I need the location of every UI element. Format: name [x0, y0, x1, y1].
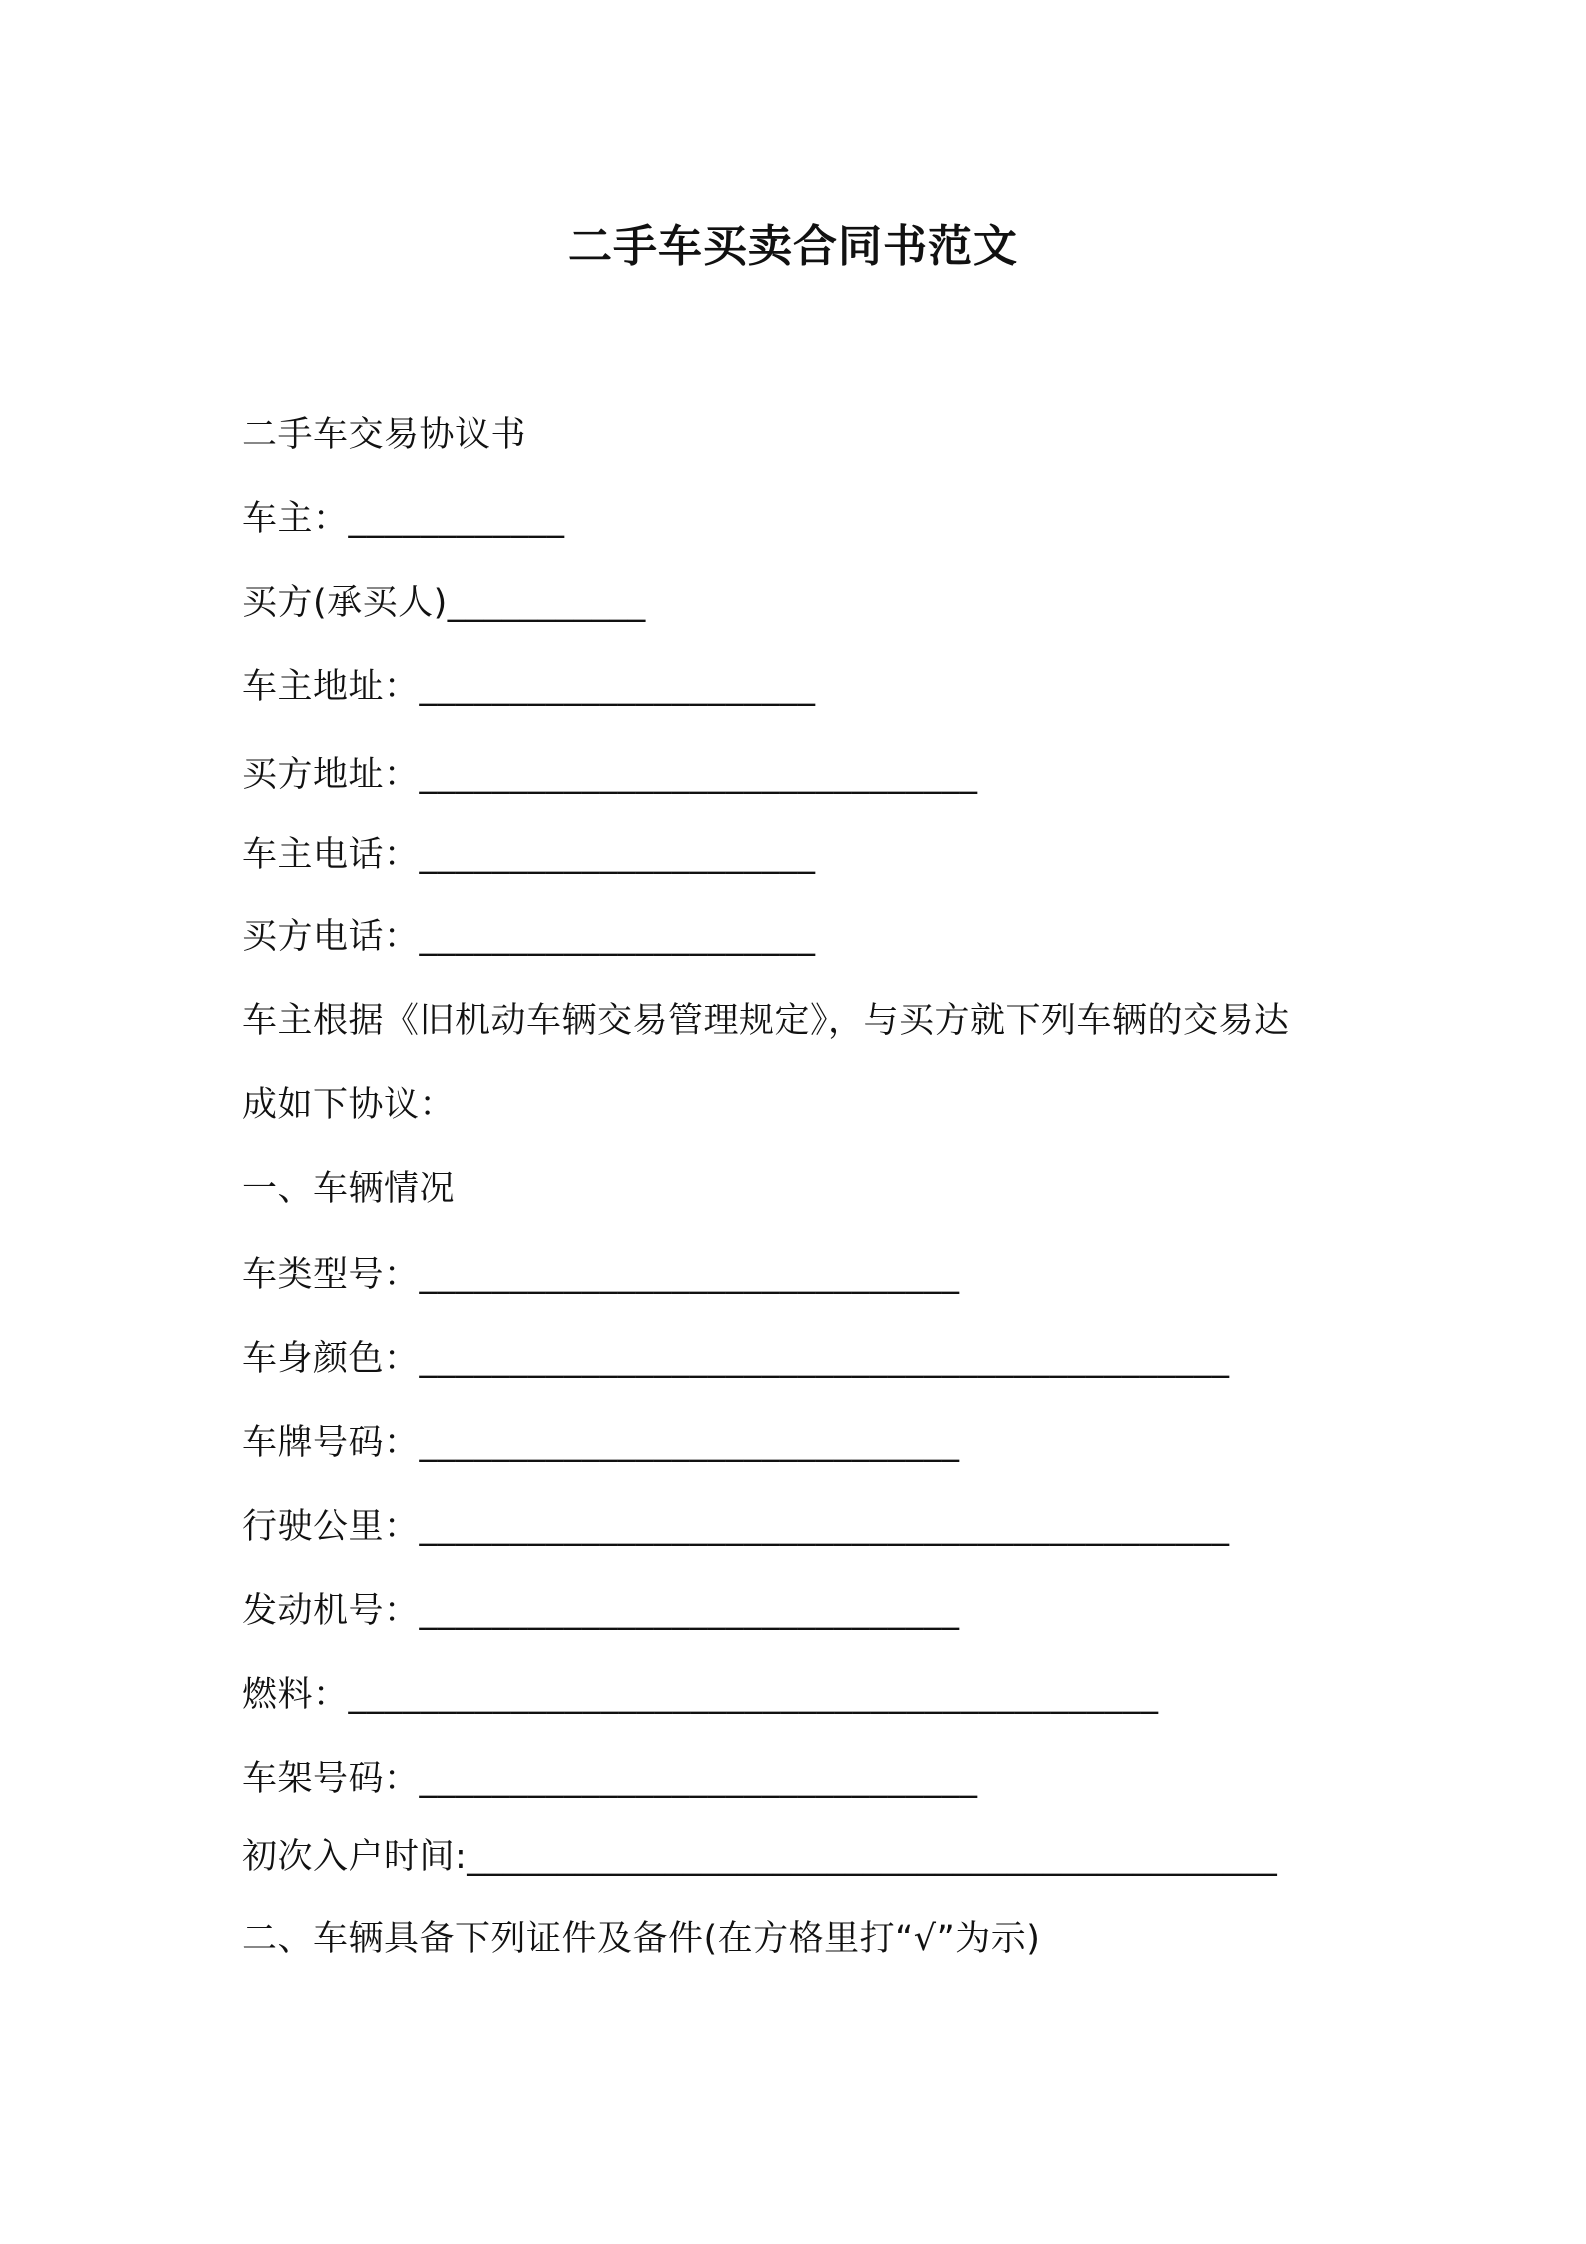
section-documents: 二、车辆具备下列证件及备件(在方格里打“√”为示) — [242, 1919, 1041, 1959]
fuel-field: 燃料：_____________________________________________ — [242, 1675, 1159, 1715]
owner-phone-field: 车主电话：______________________ — [242, 835, 816, 875]
buyer-phone-field: 买方电话：______________________ — [242, 917, 816, 957]
chassis-number-field: 车架号码：_______________________________ — [242, 1759, 978, 1799]
agreement-intro-line2: 成如下协议： — [242, 1085, 456, 1125]
buyer-field: 买方(承买人)___________ — [242, 583, 646, 623]
agreement-intro-line1: 车主根据《旧机动车辆交易管理规定》，与买方就下列车辆的交易达 — [242, 1001, 1290, 1041]
document-title: 二手车买卖合同书范文 — [568, 221, 1018, 272]
vehicle-model-field: 车类型号：______________________________ — [242, 1255, 960, 1295]
engine-number-field: 发动机号：______________________________ — [242, 1591, 960, 1631]
mileage-field: 行驶公里：_____________________________________________ — [242, 1507, 1230, 1547]
agreement-heading: 二手车交易协议书 — [242, 415, 527, 455]
buyer-address-field: 买方地址：_______________________________ — [242, 755, 978, 795]
owner-address-field: 车主地址：______________________ — [242, 667, 816, 707]
license-plate-field: 车牌号码：______________________________ — [242, 1423, 960, 1463]
owner-field: 车主：____________ — [242, 499, 565, 539]
first-registration-field: 初次入户时间:_____________________________________________ — [242, 1837, 1278, 1877]
section-vehicle-info: 一、车辆情况 — [242, 1169, 456, 1209]
vehicle-color-field: 车身颜色：_____________________________________________ — [242, 1339, 1230, 1379]
